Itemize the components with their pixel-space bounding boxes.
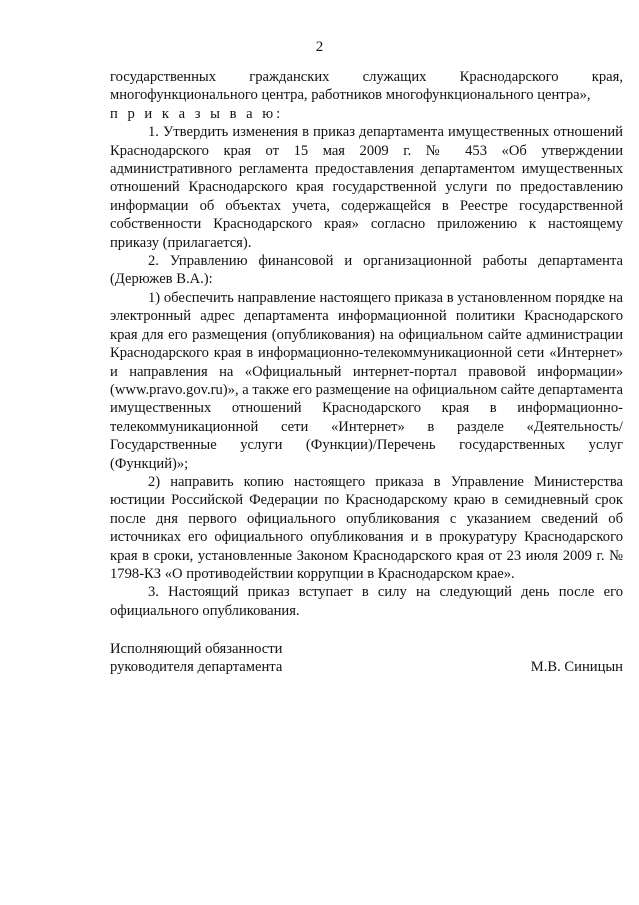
paragraph-item-1: 1. Утвердить изменения в приказ департамента имущественных отношений Краснодарского края от 15 мая 2009 г. № 453 «Об утверждении административного регламента предоставления департаментом имущественных отношений Краснодарского края государственной услуги по предоставлению информации об объектах учета, содержащейся в Реестре государственной собственности Краснодарского края» согласно приложению к настоящему приказу (прилагается). <box>110 124 623 251</box>
page-number: 2 <box>315 39 324 55</box>
signatory-position-line1: Исполняющий обязанности <box>110 641 283 657</box>
signature-row <box>110 658 623 676</box>
signatory-name: М.В. Синицын <box>530 659 623 676</box>
paragraph-item-3: 3. Настоящий приказ вступает в силу на следующий день после его официального опубликования. <box>110 584 623 619</box>
order-word: п р и к а з ы в а ю: <box>110 105 284 122</box>
paragraph-subitem-2: 2) направить копию настоящего приказа в Управление Министерства юстиции Российской Федерации по Краснодарскому краю в семидневный срок после дня первого официального опубликования с указанием сведений об источниках его официального опубликования и в прокуратуру Краснодарского края в сроки, установленные Законом Краснодарского края от 23 июля 2009 г. № 1798-КЗ «О противодействии коррупции в Краснодарском крае». <box>110 473 623 582</box>
signatory-position-line2: руководителя департамента <box>110 659 283 676</box>
paragraph-subitem-1: 1) обеспечить направление настоящего приказа в установленном порядке на электронный адрес департамента информационной политики Краснодарского края для его размещения (опубликования) на официальном сайте администрации Краснодарского края в информационно-телекоммуникационной сети «Интернет» и направления на «Официальный интернет-портал правовой информации» (www.pravo.gov.ru)», а также его размещение на официальном сайте департамента имущественных отношений Краснодарского края в информационно-телекоммуникационной сети «Интернет» в разделе «Деятельность/Государственные услуги (Функции)/Перечень государственных услуг (Функций)»; <box>110 289 623 472</box>
paragraph-continuation: государственных гражданских служащих Краснодарского края, многофункционального центра, работников многофункционального центра», <box>110 69 623 104</box>
document-body <box>110 68 623 620</box>
signature-block <box>110 640 623 677</box>
paragraph-item-2: 2. Управлению финансовой и организационной работы департамента (Дерюжев В.А.): <box>110 253 623 288</box>
